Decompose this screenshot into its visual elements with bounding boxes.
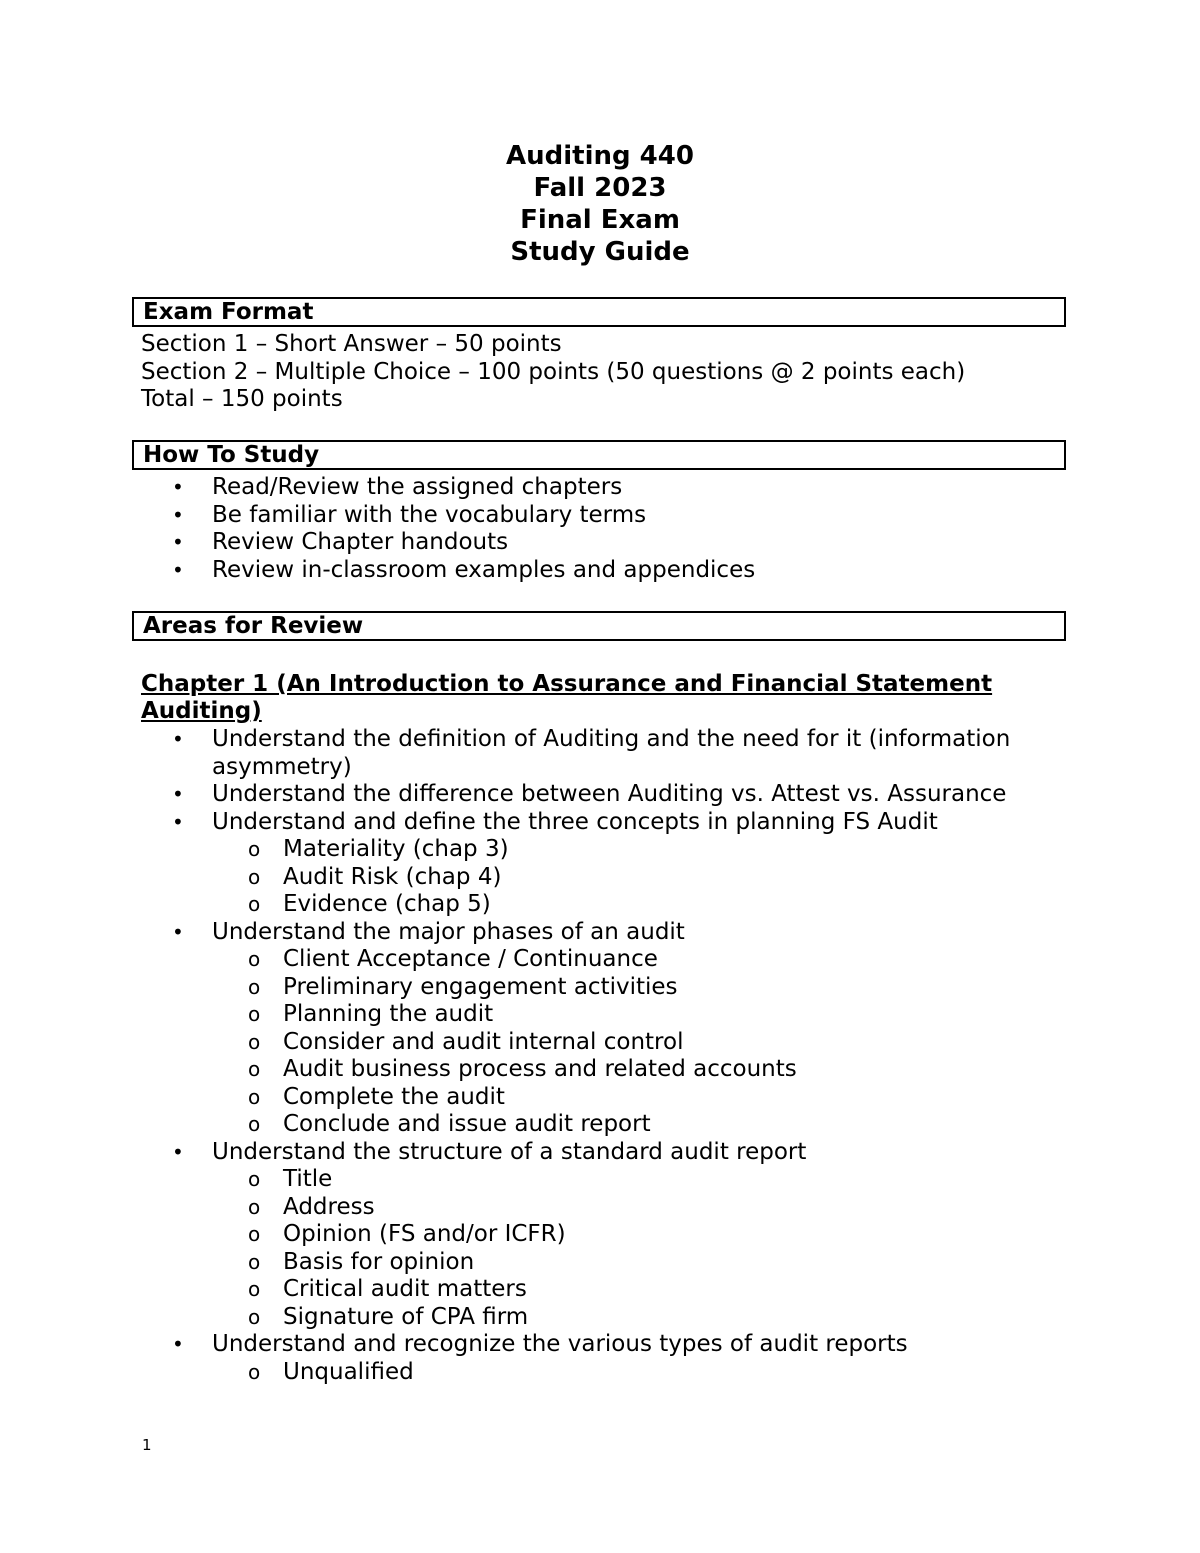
sub-list-item: o Audit Risk (chap 4) [248,863,502,890]
term-title: Fall 2023 [533,173,667,203]
sub-list [212,836,1061,919]
list-item: • Be familiar with the vocabulary terms [172,501,647,528]
sub-bullet-icon: o [248,1057,261,1081]
bullet-icon: • [172,1139,184,1164]
sub-list-item: o Unqualified [248,1358,414,1385]
sub-list [212,946,1061,1139]
sub-bullet-icon: o [248,1359,261,1384]
sub-bullet-icon: o [248,1304,261,1329]
sub-list-item: o Title [248,1166,333,1192]
chapter-1-heading: Chapter 1 (An Introduction to Assurance and Financial Statement Auditing) [141,671,993,724]
list-item: • Understand the difference between Auditing vs. Attest vs. Assurance [172,781,1007,807]
sub-list-item: o Signature of CPA firm [248,1303,529,1330]
sub-bullet-icon: o [248,837,261,861]
bullet-icon: • [172,727,184,751]
bullet-icon: • [172,782,184,806]
bullet-icon: • [172,809,184,834]
sub-list-item: o Critical audit matters [248,1276,527,1302]
sub-list-item: o Client Acceptance / Continuance [248,946,658,972]
chapter-1-list [141,726,1061,1386]
list-item: • Understand the definition of Auditing and the need for it (information asymmetry) [172,726,1011,780]
sub-list-item: o Preliminary engagement activities [248,973,678,1000]
how-to-study-list [141,474,1061,584]
sub-list [212,1166,1061,1331]
course-title: Auditing 440 [506,141,694,171]
sub-bullet-icon: o [248,974,261,999]
sub-list [212,1359,1061,1387]
sub-bullet-icon: o [248,1029,261,1054]
sub-bullet-icon: o [248,1194,261,1219]
list-item: • Review in-classroom examples and appendices [172,556,756,583]
bullet-icon: • [172,530,184,554]
sub-bullet-icon: o [248,947,261,971]
sub-list-item: o Address [248,1193,375,1220]
list-item: • Understand and define the three concepts in planning FS Audit o Materiality (chap 3) o Audit Risk (chap 4) o Evidence (chap 5) [141,809,1061,919]
sub-bullet-icon: o [248,1002,261,1026]
sub-bullet-icon: o [248,864,261,889]
document-title [0,140,1200,268]
areas-for-review-heading: Areas for Review [132,611,1066,641]
sub-list-item: o Materiality (chap 3) [248,836,509,862]
list-item: • Review Chapter handouts [172,529,509,555]
bullet-icon: • [172,475,184,499]
bullet-icon: • [172,1332,184,1356]
exam-format-heading: Exam Format [132,297,1066,327]
sub-list-item: o Basis for opinion [248,1248,475,1275]
how-to-study-heading: How To Study [132,440,1066,470]
list-item: • Understand the major phases of an audit o Client Acceptance / Continuance o Preliminary engagement activities o Planning the audit o Consider and audit internal control o Audit business process and related accounts o Complete the audit o Conclude and issue audit report [141,919,1061,1139]
guide-title: Study Guide [510,237,690,267]
sub-bullet-icon: o [248,1277,261,1301]
sub-bullet-icon: o [248,1167,261,1191]
sub-bullet-icon: o [248,1084,261,1109]
exam-title: Final Exam [520,205,680,235]
sub-bullet-icon: o [248,1112,261,1136]
sub-bullet-icon: o [248,892,261,916]
exam-format-line: Section 2 – Multiple Choice – 100 points (50 questions @ 2 points each) [141,359,966,385]
sub-list-item: o Conclude and issue audit report [248,1111,651,1137]
sub-bullet-icon: o [248,1222,261,1246]
list-item: • Read/Review the assigned chapters [172,474,623,500]
exam-format-line: Section 1 – Short Answer – 50 points [141,331,562,357]
sub-list-item: o Opinion (FS and/or ICFR) [248,1221,566,1247]
bullet-icon: • [172,557,184,582]
sub-bullet-icon: o [248,1249,261,1274]
list-item: • Understand and recognize the various types of audit reports o Unqualified [141,1331,1061,1386]
sub-list-item: o Audit business process and related accounts [248,1056,797,1082]
bullet-icon: • [172,919,184,944]
bullet-icon: • [172,502,184,527]
sub-list-item: o Complete the audit [248,1083,505,1110]
exam-format-line: Total – 150 points [141,386,343,412]
sub-list-item: o Planning the audit [248,1001,494,1027]
sub-list-item: o Evidence (chap 5) [248,891,491,917]
list-item: • Understand the structure of a standard audit report o Title o Address o Opinion (FS and/or ICFR) o Basis for opinion o Critical audit matters o Signature of CPA firm [141,1139,1061,1332]
page-number: 1 [142,1436,152,1454]
sub-list-item: o Consider and audit internal control [248,1028,684,1055]
